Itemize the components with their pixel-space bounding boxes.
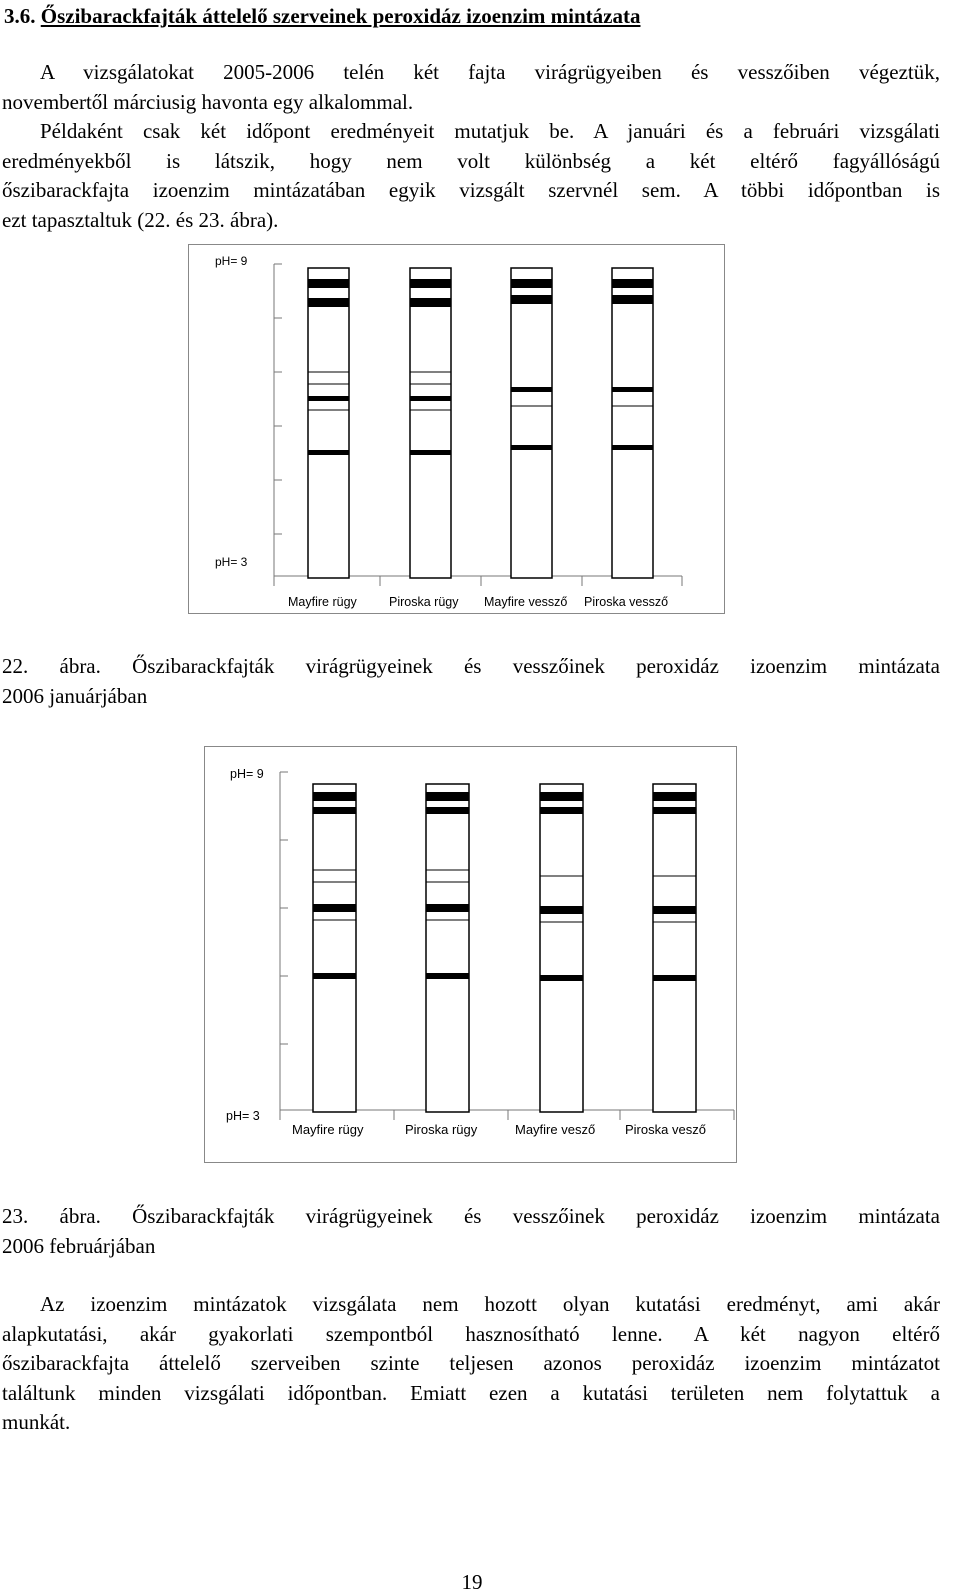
figure-22-gel-diagram <box>188 244 725 614</box>
section-heading <box>4 4 640 29</box>
lane-label-3: Mayfire vessző <box>484 595 568 609</box>
lane-outline <box>653 784 696 1112</box>
band <box>612 295 653 304</box>
band <box>540 792 583 801</box>
conclusion-line: munkát. <box>2 1410 71 1434</box>
conclusion-line: őszibarackfajta áttelelő szerveiben szinte teljesen azonos peroxidáz izoenzim mintázatot <box>2 1351 940 1375</box>
ph-bottom-label: pH= 3 <box>215 555 248 569</box>
gel-lane-2 <box>410 268 451 578</box>
band <box>540 906 583 914</box>
gel-lane-4 <box>612 268 653 578</box>
lane-label-4: Piroska vesző <box>625 1122 706 1137</box>
band <box>308 450 349 455</box>
band <box>540 975 583 981</box>
band <box>313 973 356 979</box>
band <box>410 279 451 288</box>
gel-lane-3 <box>540 784 583 1112</box>
figure-22-caption <box>2 652 940 711</box>
lane-outline <box>410 268 451 578</box>
band <box>612 279 653 288</box>
caption-line: 2006 januárjában <box>2 683 148 708</box>
lane-label-2: Piroska rügy <box>405 1122 478 1137</box>
lane-outline <box>540 784 583 1112</box>
band <box>410 396 451 401</box>
band <box>410 450 451 455</box>
gel-lane-1 <box>308 268 349 578</box>
band <box>612 445 653 450</box>
intro-line: A vizsgálatokat 2005-2006 telén két fajta virágrügyeiben és vesszőiben végeztük, <box>40 60 940 84</box>
lane-label-3: Mayfire vesző <box>515 1122 596 1137</box>
band <box>410 298 451 307</box>
band <box>426 973 469 979</box>
band <box>540 807 583 814</box>
lane-outline <box>612 268 653 578</box>
figure-23-gel-diagram <box>204 746 737 1163</box>
figure-22-svg <box>188 244 725 614</box>
band <box>308 396 349 401</box>
band <box>308 279 349 288</box>
gel-lane-3 <box>511 268 552 578</box>
ph-top-label: pH= 9 <box>230 767 264 781</box>
gel-lane-1 <box>313 784 356 1112</box>
band <box>511 445 552 450</box>
lane-outline <box>426 784 469 1112</box>
band <box>426 904 469 912</box>
lane-label-1: Mayfire rügy <box>288 595 357 609</box>
band <box>426 807 469 814</box>
band <box>511 295 552 304</box>
intro-line: novembertől márciusig havonta egy alkalommal. <box>2 89 414 114</box>
band <box>511 279 552 288</box>
gel-lane-2 <box>426 784 469 1112</box>
lane-label-4: Piroska vessző <box>584 595 669 609</box>
intro-line: ezt tapasztaltuk (22. és 23. ábra). <box>2 207 279 232</box>
band <box>426 792 469 801</box>
figure-23-caption <box>2 1202 940 1261</box>
lane-label-2: Piroska rügy <box>389 595 459 609</box>
conclusion-line: találtunk minden vizsgálati időpontban. Emiatt ezen a kutatási területen nem folytattuk a <box>2 1380 940 1405</box>
band <box>313 792 356 801</box>
section-number: 3.6. <box>4 4 36 28</box>
band <box>313 904 356 912</box>
band <box>653 975 696 981</box>
band <box>612 387 653 392</box>
ph-top-label: pH= 9 <box>215 254 248 268</box>
band <box>653 792 696 801</box>
gel-lane-4 <box>653 784 696 1112</box>
figure-23-svg <box>204 746 737 1163</box>
intro-line: eredményekből is látszik, hogy nem volt különbség a két eltérő fagyállóságú <box>2 148 940 173</box>
intro-paragraph <box>2 58 940 235</box>
caption-line: 23. ábra. Őszibarackfajták virágrügyeinek és vesszőinek peroxidáz izoenzim mintázata <box>2 1204 940 1228</box>
band <box>308 298 349 307</box>
band <box>653 906 696 914</box>
lane-label-1: Mayfire rügy <box>292 1122 364 1137</box>
ph-bottom-label: pH= 3 <box>226 1109 260 1123</box>
caption-line: 22. ábra. Őszibarackfajták virágrügyeinek és vesszőinek peroxidáz izoenzim mintázata <box>2 654 940 678</box>
band <box>653 807 696 814</box>
band <box>313 807 356 814</box>
intro-line: Példaként csak két időpont eredményeit mutatjuk be. A januári és a februári vizsgálati <box>40 119 940 143</box>
conclusion-line: Az izoenzim mintázatok vizsgálata nem hozott olyan kutatási eredményt, ami akár <box>40 1292 940 1316</box>
lane-outline <box>313 784 356 1112</box>
conclusion-paragraph <box>2 1290 940 1438</box>
caption-line: 2006 februárjában <box>2 1233 156 1258</box>
section-title: Őszibarackfajták áttelelő szerveinek peroxidáz izoenzim mintázata <box>40 4 641 28</box>
page-number: 19 <box>461 1570 483 1594</box>
lane-outline <box>511 268 552 578</box>
conclusion-line: alapkutatási, akár gyakorlati szempontból hasznosítható lenne. A két nagyon eltérő <box>2 1321 940 1346</box>
intro-line: őszibarackfajta izoenzim mintázatában egyik vizsgált szervnél sem. A többi időpontban is <box>2 178 940 202</box>
lane-outline <box>308 268 349 578</box>
band <box>511 387 552 392</box>
